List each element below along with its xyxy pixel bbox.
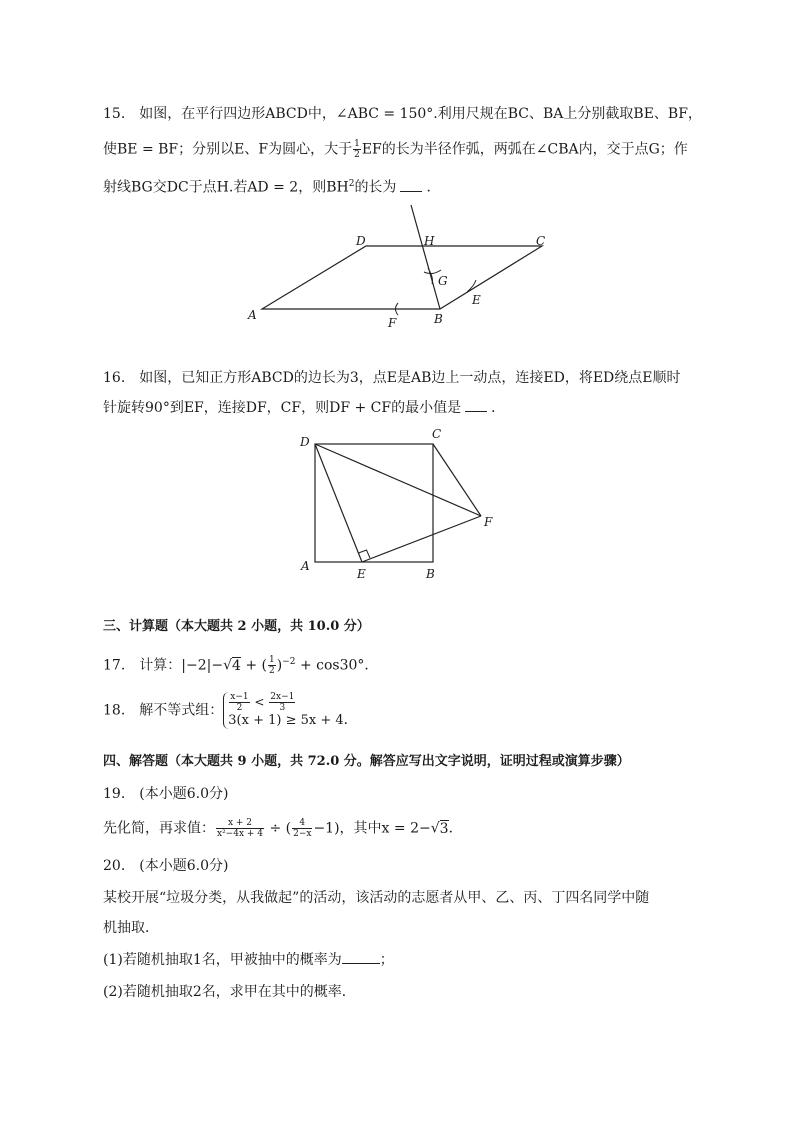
q15-line3-text-b: 的长为 (354, 179, 397, 196)
q16-label-e: E (357, 567, 366, 580)
q18-text-a: 18. 解不等式组： (103, 702, 224, 719)
q18-frac-1-num: x−1 (230, 692, 249, 702)
section-3-heading: 三、计算题（本大题共 2 小题，共 10.0 分） (103, 619, 370, 634)
q16-square-figure (295, 425, 500, 580)
q16-line2-text-a: 针旋转90°到EF，连接DF，CF，则DF + CF的最小值是 (103, 400, 462, 416)
q16-label-d: D (300, 435, 310, 449)
q15-answer-blank[interactable] (400, 179, 422, 192)
q17-sqrt-sign: √ (223, 657, 232, 674)
q17-line (103, 652, 378, 676)
q16-line2-text-b: ． (491, 400, 506, 416)
q19-frac-1-num: x + 2 (216, 818, 264, 829)
q18-line (103, 692, 358, 729)
q15-label-b: B (434, 312, 443, 326)
q15-line1: 15. 如图，在平行四边形ABCD中，∠ABC = 150°.利用尺规在BC、BA上分别截取BE、BF， (103, 106, 702, 122)
q16-segment-ef (362, 516, 481, 562)
q15-label-c: C (536, 234, 546, 248)
q18-inequality-2: 3(x + 1) ≥ 5x + 4 (228, 713, 344, 728)
q17-fraction (268, 655, 276, 676)
q15-label-g: G (438, 274, 448, 288)
q20-line4: (2)若随机抽取2名，求甲在其中的概率． (103, 984, 356, 1000)
q19-frac-2-den: 2−x (293, 829, 312, 839)
q19-op: ÷ ( (265, 820, 292, 837)
q15-frac-den: 2 (354, 150, 360, 160)
q19-sqrt-arg: 3 (439, 820, 449, 837)
q15-line3-text-c: ． (426, 179, 441, 196)
q17-frac-num: 1 (269, 655, 275, 666)
q15-line2-text-a: 使BE = BF；分别以E、F为圆心，大于 (103, 141, 353, 158)
q18-inequality-system (223, 692, 343, 729)
q20-line3-text-b: ； (379, 952, 394, 968)
q17-sqrt-arg: 4 (232, 657, 241, 674)
q18-frac-1 (229, 692, 249, 713)
q19-text-b: −1)，其中x = 2− (313, 820, 431, 837)
q18-frac-1-den: 2 (236, 703, 243, 713)
q18-less-than: < (250, 695, 269, 709)
q19-line (103, 818, 463, 839)
q19-heading: 19. (本小题6.0分) (103, 786, 229, 802)
q15-label-a: A (248, 308, 257, 322)
q15-fraction-half (353, 139, 361, 160)
q15-frac-num: 1 (354, 139, 360, 149)
q20-heading: 20. (本小题6.0分) (103, 858, 229, 874)
q16-label-f: F (484, 515, 493, 529)
q19-frac-2 (292, 818, 312, 839)
q19-text-a: 先化简，再求值： (103, 820, 215, 837)
q15-ray-bg (411, 205, 440, 309)
q20-line2: 机抽取． (103, 920, 159, 936)
q16-square-abcd (315, 444, 433, 562)
q16-answer-blank[interactable] (465, 399, 487, 412)
q15-label-e: E (472, 293, 481, 307)
q18-frac-2-num: 2x−1 (270, 692, 295, 702)
q16-label-a: A (301, 559, 310, 573)
q20-line3 (103, 950, 394, 970)
q15-line2-text-b: EF的长为半径作弧，两弧在∠CBA内，交于点G；作 (361, 141, 688, 158)
q15-line3-text-a: 射线BG交DC于点H.若AD = 2，则BH (103, 179, 349, 196)
q17-text-d: + cos30°． (295, 657, 379, 674)
q20-answer-blank[interactable] (342, 951, 380, 964)
q15-label-f: F (388, 316, 397, 330)
q17-text-b: + ( (240, 657, 268, 674)
q18-frac-2-den: 3 (279, 703, 286, 713)
q17-text-c: ) (276, 657, 283, 674)
section-4-heading: 四、解答题（本大题共 9 小题，共 72.0 分。解答应写出文字说明，证明过程或演算步骤） (103, 754, 630, 769)
q17-frac-den: 2 (269, 666, 275, 677)
q15-parallelogram-abcd (262, 246, 542, 309)
q15-label-d: D (356, 234, 366, 248)
q16-line1: 16. 如图，已知正方形ABCD的边长为3，点E是AB边上一动点，连接ED，将ED绕点E顺时 (103, 370, 681, 386)
q16-label-c: C (432, 427, 442, 441)
q19-text-c: ． (448, 820, 463, 837)
q19-frac-1 (216, 818, 264, 839)
q15-parallelogram-figure (240, 200, 560, 335)
q18-frac-2 (269, 692, 295, 713)
q19-frac-1-den: x²−4x + 4 (217, 829, 264, 839)
q16-label-b: B (426, 567, 435, 580)
q17-exponent: −2 (282, 657, 296, 667)
q19-sqrt-sign: √ (430, 820, 440, 837)
q15-superscript: 2 (348, 179, 355, 189)
q20-line1: 某校开展“垃圾分类，从我做起”的活动，该活动的志愿者从甲、乙、丙、丁四名同学中随 (103, 890, 650, 906)
q18-inequality-1 (228, 692, 343, 713)
q16-line2 (103, 398, 505, 418)
q15-line3 (103, 174, 440, 198)
q19-frac-2-num: 4 (292, 818, 312, 829)
q15-label-h: H (424, 234, 435, 248)
q18-end: ． (343, 712, 358, 728)
q15-line2 (103, 139, 688, 160)
q17-text-a: 17. 计算：|−2|− (103, 657, 224, 674)
q20-line3-text-a: (1)若随机抽取1名，甲被抽中的概率为 (103, 952, 342, 968)
